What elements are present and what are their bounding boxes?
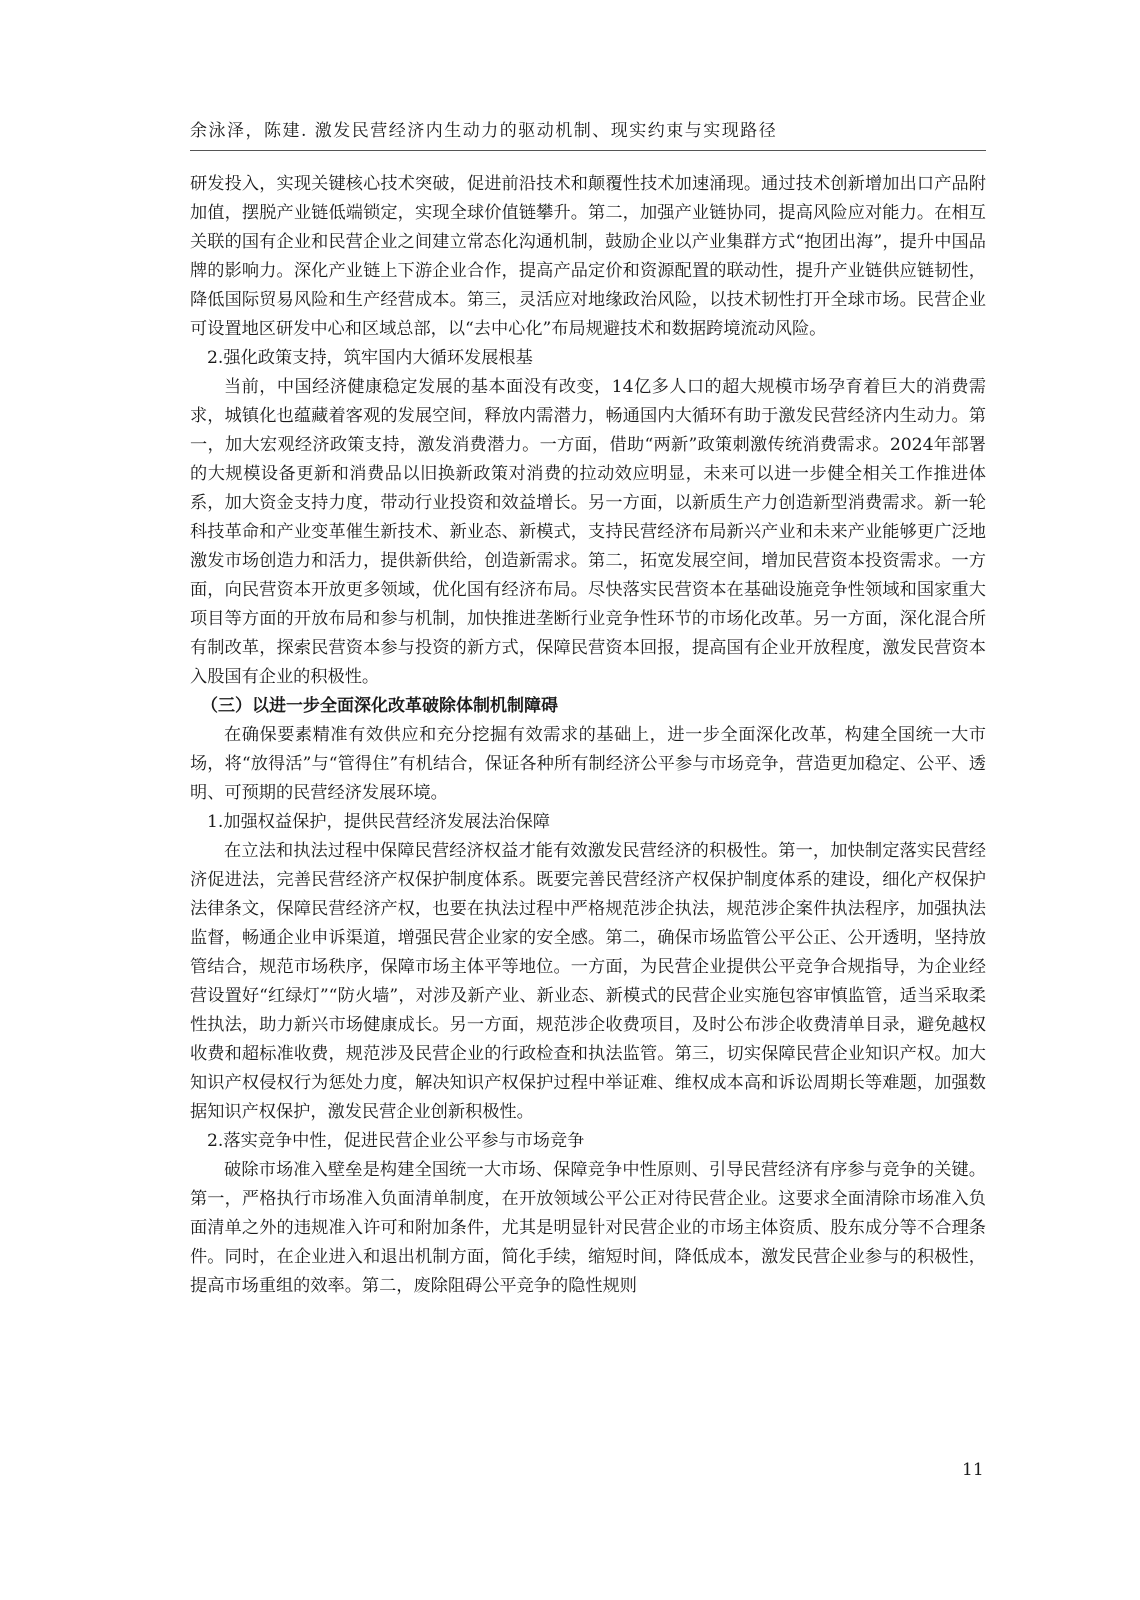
body-paragraph: 研发投入，实现关键核心技术突破，促进前沿技术和颠覆性技术加速涌现。通过技术创新增加出口产品附加值，摆脱产业链低端锁定，实现全球价值链攀升。第二，加强产业链协同，提高风险应对能力。在相互关联的国有企业和民营企业之间建立常态化沟通机制，鼓励企业以产业集群方式“抱团出海”，提升中国品牌的影响力。深化产业链上下游企业合作，提高产品定价和资源配置的联动性，提升产业链供应链韧性，降低国际贸易风险和生产经营成本。第三，灵活应对地缘政治风险，以技术韧性打开全球市场。民营企业可设置地区研发中心和区域总部，以“去中心化”布局规避技术和数据跨境流动风险。 [190,174,986,339]
subsection-heading: 2.落实竞争中性，促进民营企业公平参与市场竞争 [207,1131,585,1151]
body-paragraph: 破除市场准入壁垒是构建全国统一大市场、保障竞争中性原则、引导民营经济有序参与竞争的关键。第一，严格执行市场准入负面清单制度，在开放领域公平公正对待民营企业。这要求全面清除市场准入负面清单之外的违规准入许可和附加条件，尤其是明显针对民营企业的市场主体资质、股东成分等不合理条件。同时，在企业进入和退出机制方面，简化手续，缩短时间，降低成本，激发民营企业参与的积极性，提高市场重组的效率。第二，废除阻碍公平竞争的隐性规则 [190,1160,986,1296]
running-header: 余泳泽，陈建. 激发民营经济内生动力的驱动机制、现实约束与实现路径 [190,121,778,141]
section-heading: （三）以进一步全面深化改革破除体制机制障碍 [201,696,558,716]
article-body [190,170,986,1301]
subsection-heading: 1.加强权益保护，提供民营经济发展法治保障 [207,812,550,832]
header-divider [190,150,986,151]
body-paragraph: 在确保要素精准有效供应和充分挖掘有效需求的基础上，进一步全面深化改革，构建全国统一大市场，将“放得活”与“管得住”有机结合，保证各种所有制经济公平参与市场竞争，营造更加稳定、公平、透明、可预期的民营经济发展环境。 [190,725,986,803]
body-paragraph: 当前，中国经济健康稳定发展的基本面没有改变，14亿多人口的超大规模市场孕育着巨大的消费需求，城镇化也蕴藏着客观的发展空间，释放内需潜力，畅通国内大循环有助于激发民营经济内生动力。第一，加大宏观经济政策支持，激发消费潜力。一方面，借助“两新”政策刺激传统消费需求。2024年部署的大规模设备更新和消费品以旧换新政策对消费的拉动效应明显，未来可以进一步健全相关工作推进体系，加大资金支持力度，带动行业投资和效益增长。另一方面，以新质生产力创造新型消费需求。新一轮科技革命和产业变革催生新技术、新业态、新模式，支持民营经济布局新兴产业和未来产业能够更广泛地激发市场创造力和活力，提供新供给，创造新需求。第二，拓宽发展空间，增加民营资本投资需求。一方面，向民营资本开放更多领域，优化国有经济布局。尽快落实民营资本在基础设施竞争性领域和国家重大项目等方面的开放布局和参与机制，加快推进垄断行业竞争性环节的市场化改革。另一方面，深化混合所有制改革，探索民营资本参与投资的新方式，保障民营资本回报，提高国有企业开放程度，激发民营资本入股国有企业的积极性。 [190,377,986,687]
body-paragraph: 在立法和执法过程中保障民营经济权益才能有效激发民营经济的积极性。第一，加快制定落实民营经济促进法，完善民营经济产权保护制度体系。既要完善民营经济产权保护制度体系的建设，细化产权保护法律条文，保障民营经济产权，也要在执法过程中严格规范涉企执法，规范涉企案件执法程序，加强执法监督，畅通企业申诉渠道，增强民营企业家的安全感。第二，确保市场监管公平公正、公开透明，坚持放管结合，规范市场秩序，保障市场主体平等地位。一方面，为民营企业提供公平竞争合规指导，为企业经营设置好“红绿灯”“防火墙”，对涉及新产业、新业态、新模式的民营企业实施包容审慎监管，适当采取柔性执法，助力新兴市场健康成长。另一方面，规范涉企收费项目，及时公布涉企收费清单目录，避免越权收费和超标准收费，规范涉及民营企业的行政检查和执法监管。第三，切实保障民营企业知识产权。加大知识产权侵权行为惩处力度，解决知识产权保护过程中举证难、维权成本高和诉讼周期长等难题，加强数据知识产权保护，激发民营企业创新积极性。 [190,841,986,1122]
subsection-heading: 2.强化政策支持，筑牢国内大循环发展根基 [207,348,533,368]
page-number: 11 [962,1460,984,1480]
